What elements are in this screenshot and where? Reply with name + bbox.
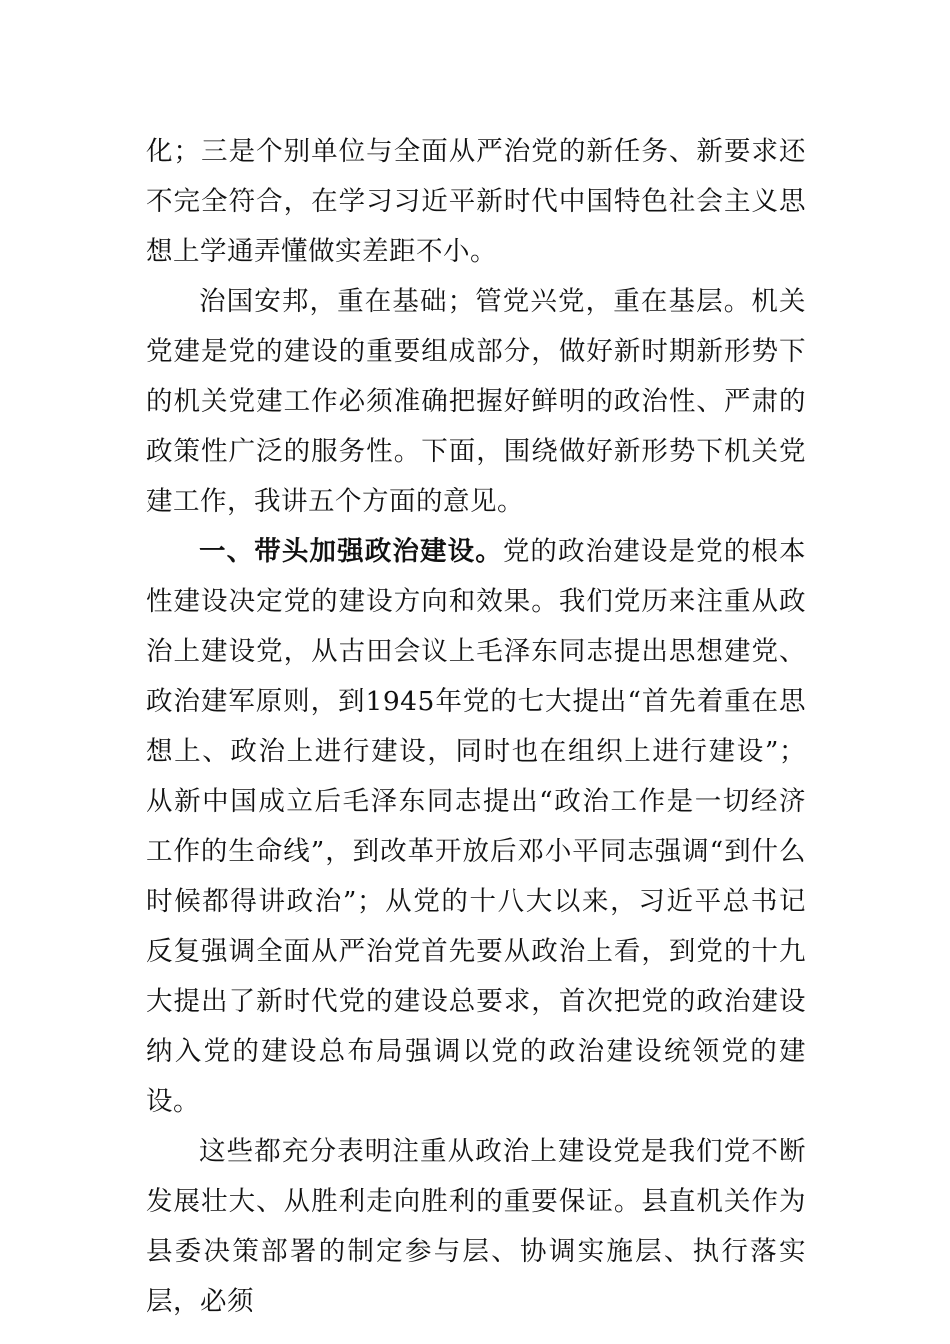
paragraph-intro — [146, 277, 806, 527]
paragraph-continuation — [146, 127, 806, 277]
paragraph-text: 党的政治建设是党的根本性建设决定党的建设方向和效果。我们党历来注重从政治上建设党，从古田会议上毛泽东同志提出思想建党、政治建军原则，到1945年党的七大提出“首先着重在思想上、政治上进行建设，同时也在组织上进行建设”；从新中国成立后毛泽东同志提出“政治工作是一切经济工作的生命线”，到改革开放后邓小平同志强调“到什么时候都得讲政治”；从党的十八大以来，习近平总书记反复强调全面从严治党首先要从政治上看，到党的十九大提出了新时代党的建设总要求，首次把党的政治建设纳入党的建设总布局强调以党的政治建设统领党的建设。 — [146, 536, 807, 1117]
section-heading: 一、带头加强政治建设。 — [199, 536, 503, 567]
paragraph-summary — [146, 1127, 806, 1327]
paragraph-section-one — [146, 527, 806, 1127]
document-page — [146, 127, 806, 1327]
paragraph-text: 这些都充分表明注重从政治上建设党是我们党不断发展壮大、从胜利走向胜利的重要保证。县直机关作为县委决策部署的制定参与层、协调实施层、执行落实层，必须 — [146, 1136, 806, 1317]
paragraph-text: 治国安邦，重在基础；管党兴党，重在基层。机关党建是党的建设的重要组成部分，做好新时期新形势下的机关党建工作必须准确把握好鲜明的政治性、严肃的政策性广泛的服务性。下面，围绕做好新形势下机关党建工作，我讲五个方面的意见。 — [146, 286, 806, 517]
paragraph-text: 化；三是个别单位与全面从严治党的新任务、新要求还不完全符合，在学习习近平新时代中国特色社会主义思想上学通弄懂做实差距不小。 — [146, 136, 806, 267]
